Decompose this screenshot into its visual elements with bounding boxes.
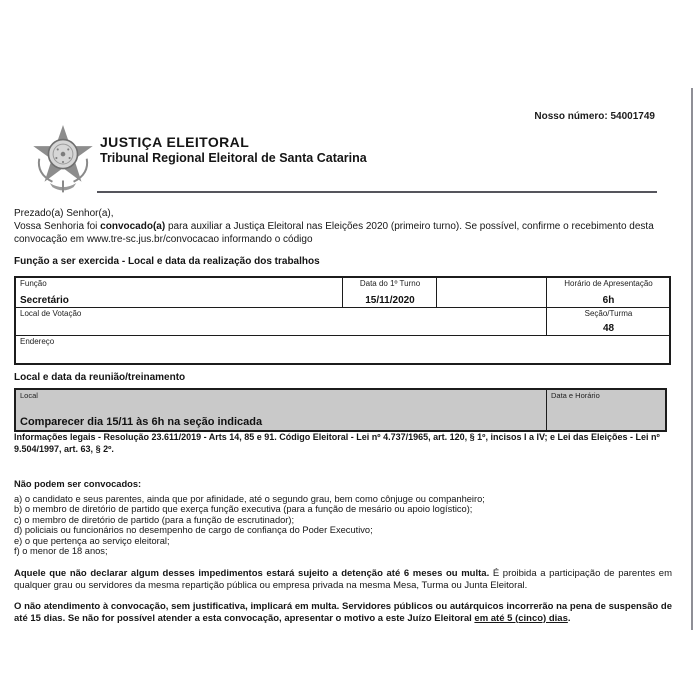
funcao-value: Secretário — [20, 295, 69, 306]
training-table — [14, 388, 667, 432]
noncompliance-warning-paragraph — [14, 601, 672, 624]
legal-info: Informações legais - Resolução 23.611/2019 - Arts 14, 85 e 91. Código Eleitoral - Lei nº 4.737/1965, art. 120, § 1º, incisos I a IV; e Lei das Eleições - Lei nº 9.504/1997, art. 63, § 2º. — [14, 432, 660, 454]
greeting-text-2: para auxiliar a Justiça Eleitoral nas Eleições 2020 (primeiro turno). Se possível, confirme o recebimento desta convocação em — [14, 221, 654, 245]
training-local-value: Comparecer dia 15/11 às 6h na seção indicada — [20, 416, 263, 428]
data-turno-cell — [343, 278, 437, 308]
training-local-cell — [16, 390, 547, 430]
section-heading-trabalhos: Função a ser exercida - Local e data da realização dos trabalhos — [14, 256, 320, 267]
funcao-cell — [16, 278, 343, 308]
training-local-label: Local — [20, 391, 38, 400]
noncompliance-warning-text: O não atendimento à convocação, sem justificativa, implicará em multa. Servidores públicos ou autárquicos incorrerão na pena de suspensão de até 15 dias. Se não for possível atender a esta convocação, apresentar o motivo a este Juízo Eleitoral — [14, 601, 672, 624]
secao-value: 48 — [602, 323, 615, 334]
document-number-value: 54001749 — [610, 111, 655, 122]
noncompliance-warning-period: . — [567, 612, 571, 624]
impediments-warning-paragraph — [14, 568, 672, 591]
work-details-table — [14, 276, 671, 365]
convocation-url: www.tre-sc.jus.br/convocacao — [86, 234, 220, 245]
restriction-item-e: e) o que pertença ao serviço eleitoral; — [14, 535, 170, 546]
restrictions-section — [14, 479, 670, 557]
coat-of-arms-logo — [30, 122, 96, 202]
restrictions-heading: Não podem ser convocados: — [14, 479, 142, 489]
secao-cell — [547, 308, 669, 336]
restriction-item-c: c) o membro de diretório de partido (para a função de escrutinador); — [14, 514, 295, 525]
restriction-item-b: b) o membro de diretório de partido que exerça função executiva (para a função de mesário ou apoio logístico); — [14, 504, 473, 514]
org-title: JUSTIÇA ELEITORAL — [100, 134, 250, 150]
greeting-body — [14, 220, 662, 246]
restriction-item-d: d) policiais ou funcionários no desempenho de cargo de confiança do Poder Executivo; — [14, 525, 373, 535]
endereco-label: Endereço — [20, 337, 55, 346]
training-datetime-cell — [547, 390, 665, 430]
restriction-item-f: f) o menor de 18 anos; — [14, 546, 108, 556]
data-turno-label: Data do 1º Turno — [359, 279, 421, 288]
org-subtitle: Tribunal Regional Eleitoral de Santa Catarina — [100, 151, 367, 165]
greeting-paragraph — [14, 207, 662, 246]
deadline-underlined: em até 5 (cinco) dias — [474, 612, 568, 624]
local-votacao-cell — [16, 308, 547, 336]
horario-label: Horário de Apresentação — [564, 279, 653, 288]
greeting-text-3: informando o código — [219, 234, 313, 245]
section-heading-treinamento: Local e data da reunião/treinamento — [14, 372, 186, 383]
document-number — [0, 111, 655, 122]
header-divider — [97, 191, 657, 193]
secao-label: Seção/Turma — [584, 309, 633, 318]
greeting-text: Vossa Senhoria foi — [14, 221, 101, 232]
impediments-warning-rest: É proibida a participação de parentes em qualquer grau ou servidores da mesma repartição pública ou empresa privada na mesma Mesa, Turma ou Junta Eleitoral. — [14, 568, 672, 591]
impediments-warning-bold: Aquele que não declarar algum desses impedimentos estará sujeito a detenção até 6 meses ou multa. — [14, 568, 490, 579]
document-number-label: Nosso número: — [534, 111, 611, 122]
salutation: Prezado(a) Senhor(a), — [14, 208, 114, 219]
funcao-label: Função — [20, 279, 47, 288]
empty-cell — [437, 278, 547, 308]
endereco-cell — [16, 336, 669, 363]
horario-value: 6h — [602, 295, 615, 306]
local-votacao-label: Local de Votação — [20, 309, 82, 318]
training-datetime-label: Data e Horário — [551, 391, 600, 400]
data-turno-value: 15/11/2020 — [365, 295, 415, 306]
restriction-item-a: a) o candidato e seus parentes, ainda que por afinidade, até o segundo grau, bem como cônjuge ou companheiro; — [14, 493, 485, 504]
scan-edge-artifact — [691, 88, 693, 630]
horario-cell — [547, 278, 669, 308]
convocado-emphasis: convocado(a) — [100, 221, 166, 232]
